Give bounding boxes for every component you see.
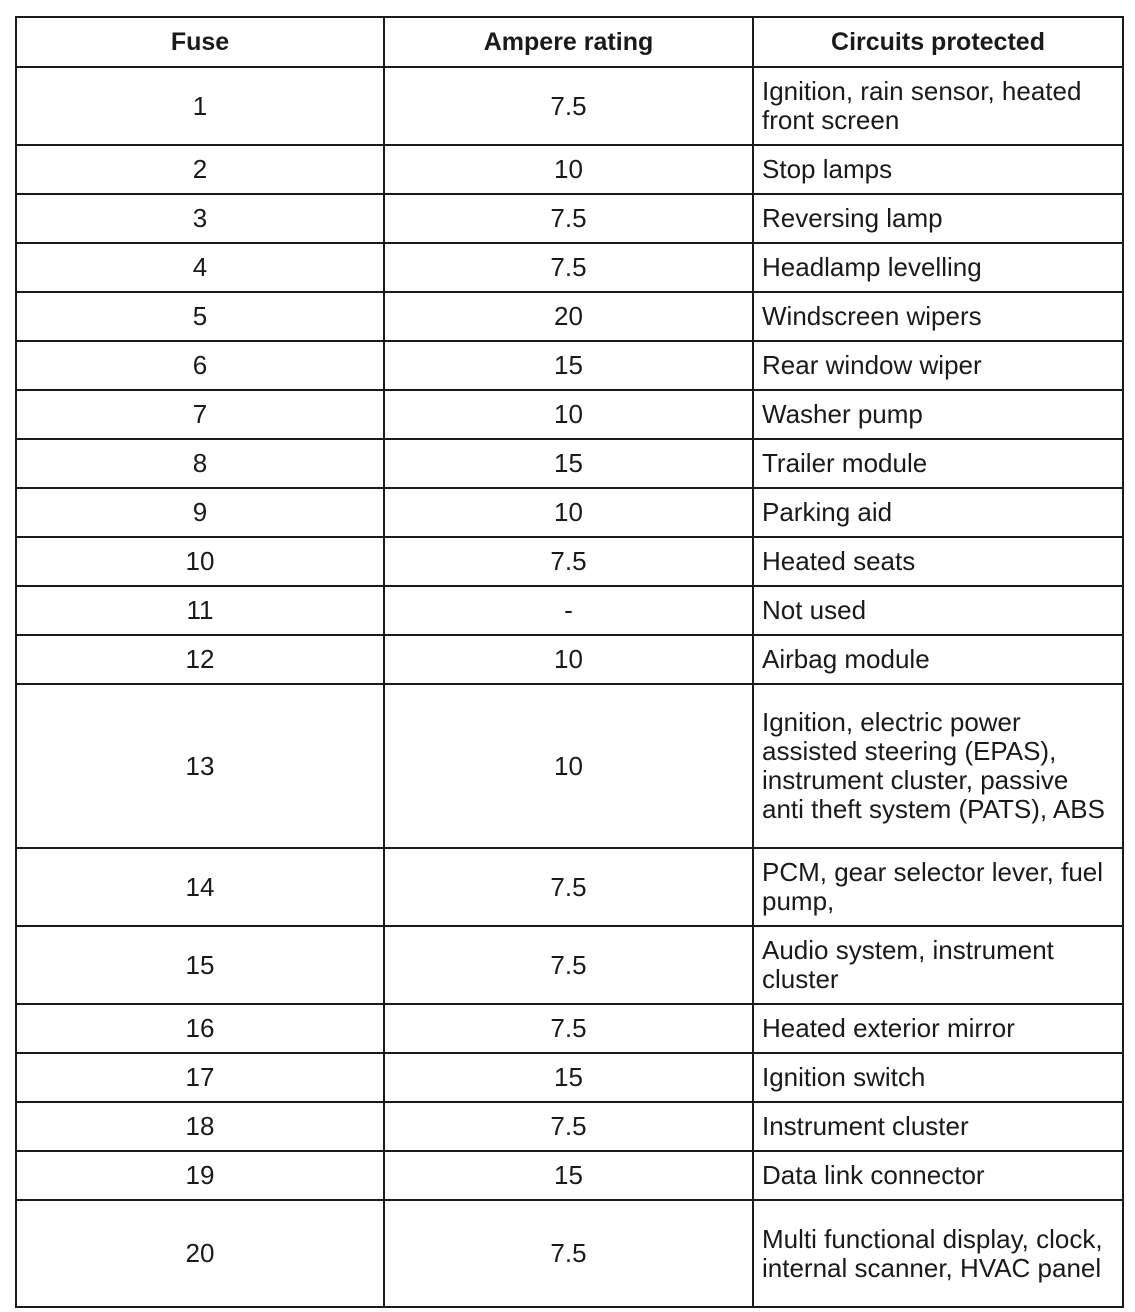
fuse-cell: 9 [16, 488, 384, 537]
table-row [16, 292, 1123, 341]
circuits-cell: Rear window wiper [753, 341, 1123, 390]
ampere-cell: 7.5 [384, 1004, 753, 1053]
table-header [16, 17, 1123, 67]
table-row [16, 635, 1123, 684]
header-ampere-rating: Ampere rating [384, 17, 753, 67]
circuits-cell: Ignition, electric power assisted steering (EPAS), instrument cluster, passive anti theft system (PATS), ABS [753, 684, 1123, 848]
table-row [16, 1102, 1123, 1151]
ampere-cell: 10 [384, 635, 753, 684]
circuits-cell: Airbag module [753, 635, 1123, 684]
ampere-cell: 7.5 [384, 926, 753, 1004]
circuits-cell: Audio system, instrument cluster [753, 926, 1123, 1004]
fuse-cell: 10 [16, 537, 384, 586]
table-row [16, 145, 1123, 194]
table-row [16, 1004, 1123, 1053]
table-row [16, 439, 1123, 488]
fuse-cell: 6 [16, 341, 384, 390]
fuse-cell: 3 [16, 194, 384, 243]
header-circuits-protected: Circuits protected [753, 17, 1123, 67]
fuse-cell: 17 [16, 1053, 384, 1102]
circuits-cell: Headlamp levelling [753, 243, 1123, 292]
ampere-cell: 7.5 [384, 848, 753, 926]
ampere-cell: 7.5 [384, 1200, 753, 1307]
ampere-cell: 7.5 [384, 194, 753, 243]
table-body [16, 67, 1123, 1307]
fuse-cell: 4 [16, 243, 384, 292]
circuits-cell: Ignition, rain sensor, heated front screen [753, 67, 1123, 145]
fuse-cell: 20 [16, 1200, 384, 1307]
fuse-cell: 2 [16, 145, 384, 194]
fuse-cell: 5 [16, 292, 384, 341]
fuse-cell: 8 [16, 439, 384, 488]
table-row [16, 1151, 1123, 1200]
circuits-cell: Windscreen wipers [753, 292, 1123, 341]
fuse-table [15, 16, 1124, 1308]
circuits-cell: Instrument cluster [753, 1102, 1123, 1151]
table-row [16, 586, 1123, 635]
table-row [16, 341, 1123, 390]
table-row [16, 390, 1123, 439]
circuits-cell: PCM, gear selector lever, fuel pump, [753, 848, 1123, 926]
ampere-cell: 10 [384, 684, 753, 848]
ampere-cell: 7.5 [384, 67, 753, 145]
ampere-cell: 10 [384, 488, 753, 537]
ampere-cell: 15 [384, 341, 753, 390]
ampere-cell: 15 [384, 1151, 753, 1200]
circuits-cell: Heated seats [753, 537, 1123, 586]
table-row [16, 1200, 1123, 1307]
fuse-cell: 12 [16, 635, 384, 684]
fuse-cell: 15 [16, 926, 384, 1004]
ampere-cell: - [384, 586, 753, 635]
circuits-cell: Washer pump [753, 390, 1123, 439]
fuse-cell: 13 [16, 684, 384, 848]
table-row [16, 537, 1123, 586]
fuse-cell: 19 [16, 1151, 384, 1200]
circuits-cell: Reversing lamp [753, 194, 1123, 243]
ampere-cell: 7.5 [384, 243, 753, 292]
ampere-cell: 7.5 [384, 537, 753, 586]
circuits-cell: Multi functional display, clock, internal scanner, HVAC panel [753, 1200, 1123, 1307]
ampere-cell: 15 [384, 1053, 753, 1102]
table-row [16, 488, 1123, 537]
circuits-cell: Trailer module [753, 439, 1123, 488]
table-row [16, 684, 1123, 848]
ampere-cell: 10 [384, 390, 753, 439]
ampere-cell: 20 [384, 292, 753, 341]
header-row [16, 17, 1123, 67]
circuits-cell: Not used [753, 586, 1123, 635]
table-row [16, 848, 1123, 926]
ampere-cell: 15 [384, 439, 753, 488]
fuse-cell: 7 [16, 390, 384, 439]
header-fuse: Fuse [16, 17, 384, 67]
circuits-cell: Data link connector [753, 1151, 1123, 1200]
table-row [16, 1053, 1123, 1102]
table-row [16, 194, 1123, 243]
circuits-cell: Stop lamps [753, 145, 1123, 194]
table-row [16, 67, 1123, 145]
circuits-cell: Ignition switch [753, 1053, 1123, 1102]
ampere-cell: 7.5 [384, 1102, 753, 1151]
fuse-cell: 11 [16, 586, 384, 635]
fuse-cell: 18 [16, 1102, 384, 1151]
table-row [16, 926, 1123, 1004]
fuse-cell: 16 [16, 1004, 384, 1053]
circuits-cell: Parking aid [753, 488, 1123, 537]
table-row [16, 243, 1123, 292]
ampere-cell: 10 [384, 145, 753, 194]
fuse-cell: 14 [16, 848, 384, 926]
circuits-cell: Heated exterior mirror [753, 1004, 1123, 1053]
fuse-cell: 1 [16, 67, 384, 145]
